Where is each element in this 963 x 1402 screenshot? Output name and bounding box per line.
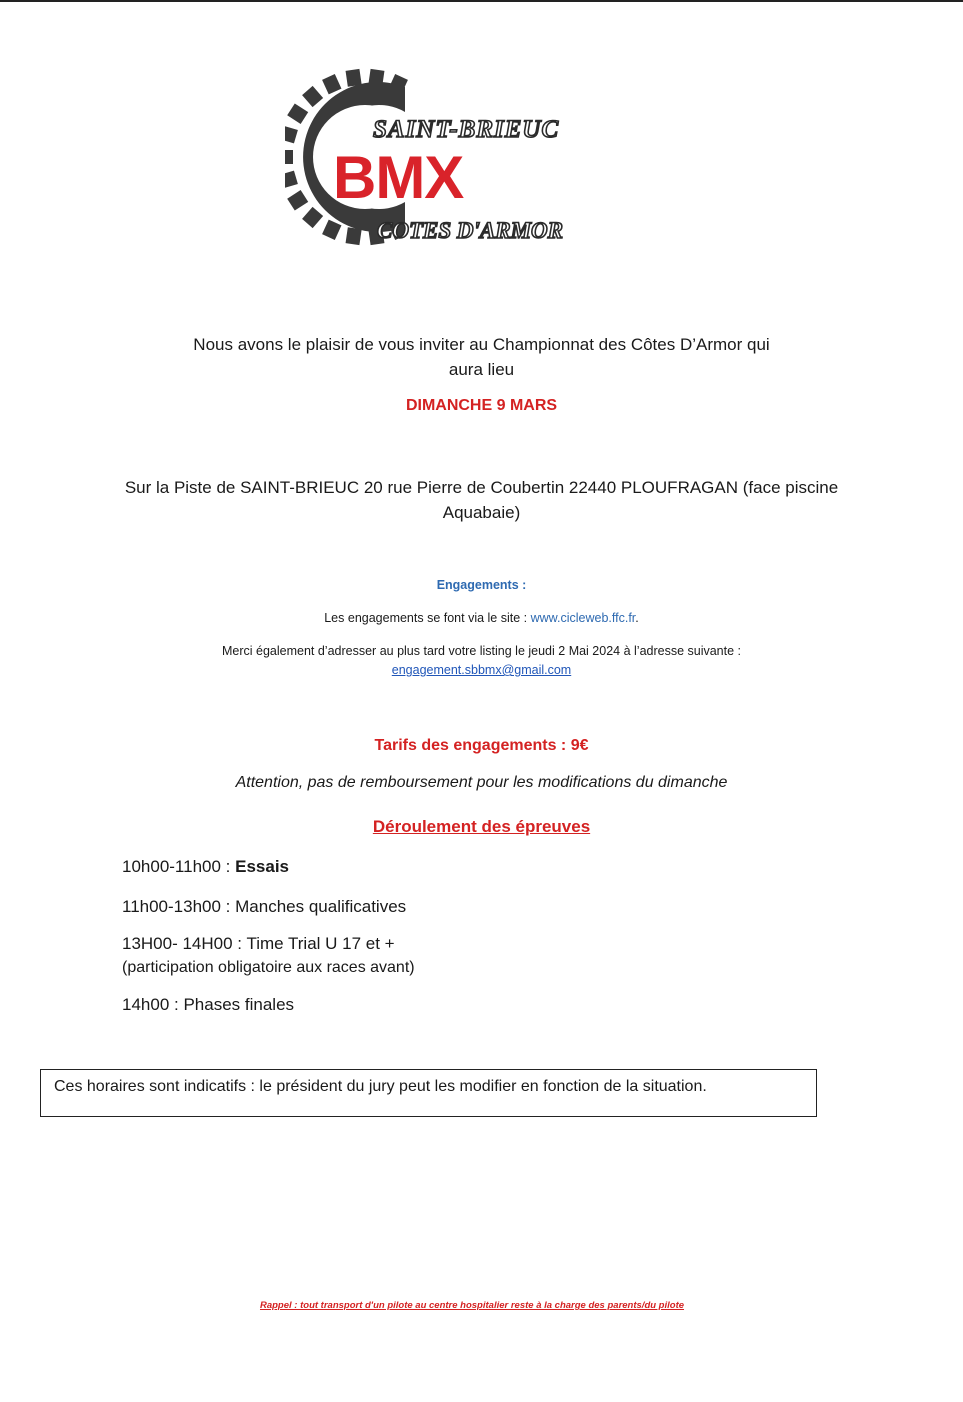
- email-link[interactable]: engagement.sbbmx@gmail.com: [391, 663, 572, 677]
- gear-tooth: [285, 171, 298, 189]
- schedule-label: Phases finales: [183, 995, 295, 1014]
- engagements-heading: Engagements :: [436, 578, 527, 592]
- deroulement-title: Déroulement des épreuves: [372, 817, 591, 836]
- gear-tooth: [346, 69, 362, 87]
- tarifs-title: Tarifs des engagements : 9€: [374, 737, 589, 754]
- rappel-note: Rappel : tout transport d'un pilote au centre hospitalier reste à la charge des parents/du pilote: [259, 1300, 685, 1311]
- engagements-via-suffix: .: [635, 611, 639, 625]
- invitation-line-1: Nous avons le plaisir de vous inviter au Championnat des Côtes D’Armor qui: [193, 335, 770, 354]
- schedule-time: 13H00- 14H00 :: [122, 934, 247, 953]
- saint-brieuc-bmx-logo: [285, 52, 595, 252]
- cicleweb-link[interactable]: www.cicleweb.ffc.fr: [530, 611, 636, 625]
- invitation-text: [0, 332, 963, 382]
- gear-tooth: [302, 86, 323, 107]
- invitation-line-2: aura lieu: [448, 360, 515, 379]
- notice-text: Ces horaires sont indicatifs : le président du jury peut les modifier en fonction de la situation.: [54, 1078, 707, 1095]
- schedule-time: 14h00 :: [122, 995, 184, 1014]
- notice-box: [40, 1069, 817, 1117]
- gear-tooth: [285, 150, 293, 164]
- svg-text:COTES D'ARMOR: COTES D'ARMOR: [377, 218, 563, 243]
- schedule-item: [122, 855, 289, 879]
- top-border: [0, 0, 963, 2]
- schedule-label: Time Trial U 17 et +: [246, 934, 395, 953]
- schedule-item: [122, 932, 415, 980]
- svg-text:BMX: BMX: [333, 144, 464, 211]
- tarifs-note: Attention, pas de remboursement pour les modifications du dimanche: [235, 774, 728, 791]
- schedule-label: Essais: [235, 857, 290, 876]
- gear-tooth: [346, 227, 362, 245]
- gear-tooth: [322, 74, 341, 94]
- engagements-listing: [0, 642, 963, 680]
- schedule-time: 10h00-11h00 :: [122, 857, 236, 876]
- schedule-time: 11h00-13h00 :: [122, 897, 236, 916]
- event-date: DIMANCHE 9 MARS: [405, 397, 558, 414]
- gear-tooth: [322, 220, 341, 240]
- gear-tooth: [287, 190, 308, 210]
- engagements-via: [0, 609, 963, 628]
- listing-text: Merci également d’adresser au plus tard votre listing le jeudi 2 Mai 2024 à l’adresse suivante :: [221, 644, 742, 658]
- schedule-sub: (participation obligatoire aux races avant): [122, 959, 415, 976]
- schedule-label: Manches qualificatives: [235, 897, 407, 916]
- svg-text:SAINT-BRIEUC: SAINT-BRIEUC: [373, 116, 560, 143]
- engagements-via-prefix: Les engagements se font via le site :: [324, 611, 531, 625]
- location-line-1: Sur la Piste de SAINT-BRIEUC 20 rue Pierre de Coubertin 22440 PLOUFRAGAN (face piscine: [124, 478, 839, 497]
- gear-tooth: [285, 125, 298, 143]
- schedule-item: [122, 895, 406, 919]
- gear-tooth: [302, 207, 323, 228]
- schedule-item: [122, 993, 294, 1017]
- gear-tooth: [287, 104, 308, 124]
- location-text: [0, 475, 963, 525]
- location-line-2: Aquabaie): [442, 503, 521, 522]
